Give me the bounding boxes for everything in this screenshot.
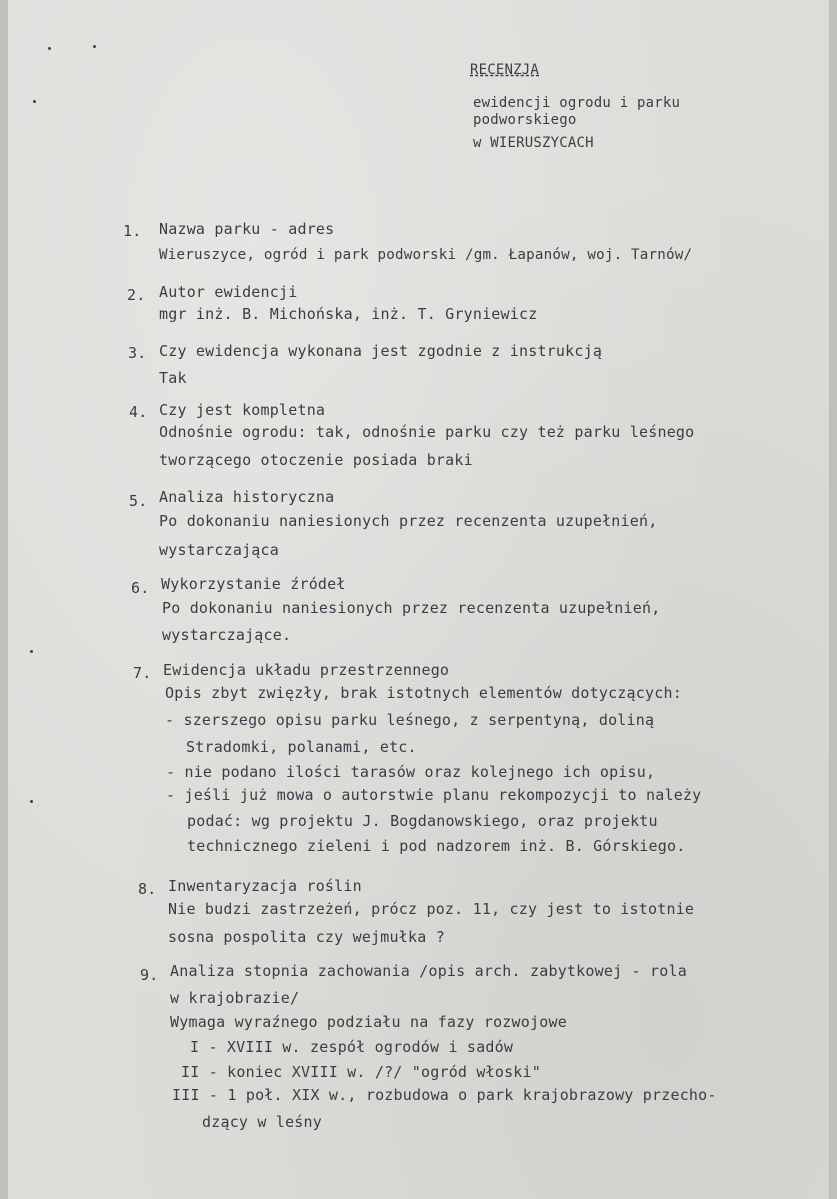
item-text-line: Wymaga wyraźnego podziału na fazy rozwojowe: [170, 1013, 567, 1031]
item-text-line: Nie budzi zastrzeżeń, prócz poz. 11, czy jest to istotnie: [168, 900, 695, 918]
item-number: 3.: [128, 344, 147, 362]
item-number: 2.: [127, 286, 146, 304]
item-text-line: Opis zbyt zwięzły, brak istotnych elementów dotyczących:: [165, 684, 682, 702]
item-heading: Wykorzystanie źródeł: [161, 575, 346, 593]
item-heading: Czy jest kompletna: [159, 401, 326, 419]
item-heading: Inwentaryzacja roślin: [168, 877, 362, 895]
item-number: 1.: [123, 222, 142, 240]
speck: [30, 650, 33, 653]
item-text-line: wystarczające.: [162, 626, 292, 644]
item-heading: Ewidencja układu przestrzennego: [163, 661, 450, 679]
item-text-line: mgr inż. B. Michońska, inż. T. Gryniewicz: [159, 305, 538, 323]
item-number: 6.: [131, 579, 150, 597]
item-text-line: Wieruszyce, ogród i park podworski /gm. Łapanów, woj. Tarnów/: [159, 247, 693, 263]
item-text-line: Po dokonaniu naniesionych przez recenzenta uzupełnień,: [162, 599, 661, 617]
item-text-line: sosna pospolita czy wejmułka ?: [168, 928, 445, 946]
speck: [33, 100, 36, 103]
item-text-line: Odnośnie ogrodu: tak, odnośnie parku czy też parku leśnego: [159, 423, 695, 441]
item-heading: Analiza historyczna: [159, 488, 335, 506]
item-text-line: III - 1 poł. XIX w., rozbudowa o park krajobrazowy przecho-: [172, 1086, 717, 1104]
item-heading: Czy ewidencja wykonana jest zgodnie z instrukcją: [159, 342, 603, 360]
page-left-edge: [0, 0, 8, 1199]
speck: [48, 47, 51, 50]
document-subtitle-line-3: w WIERUSZYCACH: [473, 135, 594, 151]
item-text-line: wystarczająca: [159, 541, 279, 559]
item-text-line: tworzącego otoczenie posiada braki: [159, 451, 473, 469]
item-number: 5.: [129, 492, 148, 510]
page-right-edge: [829, 0, 837, 1199]
item-text-line: II - koniec XVIII w. /?/ "ogród włoski": [181, 1063, 541, 1081]
item-heading: Analiza stopnia zachowania /opis arch. zabytkowej - rola: [170, 962, 687, 980]
document-subtitle-line-2: podworskiego: [473, 112, 577, 128]
document-title: RECENZJA: [470, 62, 540, 78]
item-text-line: podać: wg projektu J. Bogdanowskiego, oraz projektu: [187, 812, 658, 830]
item-number: 8.: [138, 880, 157, 898]
speck: [30, 800, 33, 803]
item-text-line: - jeśli już mowa o autorstwie planu rekompozycji to należy: [166, 786, 702, 804]
item-text-line: - szerszego opisu parku leśnego, z serpentyną, doliną: [165, 711, 655, 729]
item-text-line: w krajobrazie/: [170, 989, 300, 1007]
item-text-line: technicznego zieleni i pod nadzorem inż. B. Górskiego.: [187, 837, 686, 855]
item-text-line: Stradomki, polanami, etc.: [186, 738, 417, 756]
item-number: 9.: [140, 966, 159, 984]
item-text-line: Po dokonaniu naniesionych przez recenzenta uzupełnień,: [159, 512, 658, 530]
item-text-line: Tak: [159, 369, 187, 387]
item-text-line: dzący w leśny: [202, 1113, 322, 1131]
item-text-line: I - XVIII w. zespół ogrodów i sadów: [190, 1038, 514, 1056]
item-number: 4.: [129, 403, 148, 421]
item-number: 7.: [133, 664, 152, 682]
document-subtitle-line-1: ewidencji ogrodu i parku: [473, 95, 681, 111]
item-heading: Nazwa parku - adres: [159, 220, 335, 238]
speck: [93, 45, 96, 48]
item-heading: Autor ewidencji: [159, 283, 298, 301]
item-text-line: - nie podano ilości tarasów oraz kolejnego ich opisu,: [166, 763, 656, 781]
